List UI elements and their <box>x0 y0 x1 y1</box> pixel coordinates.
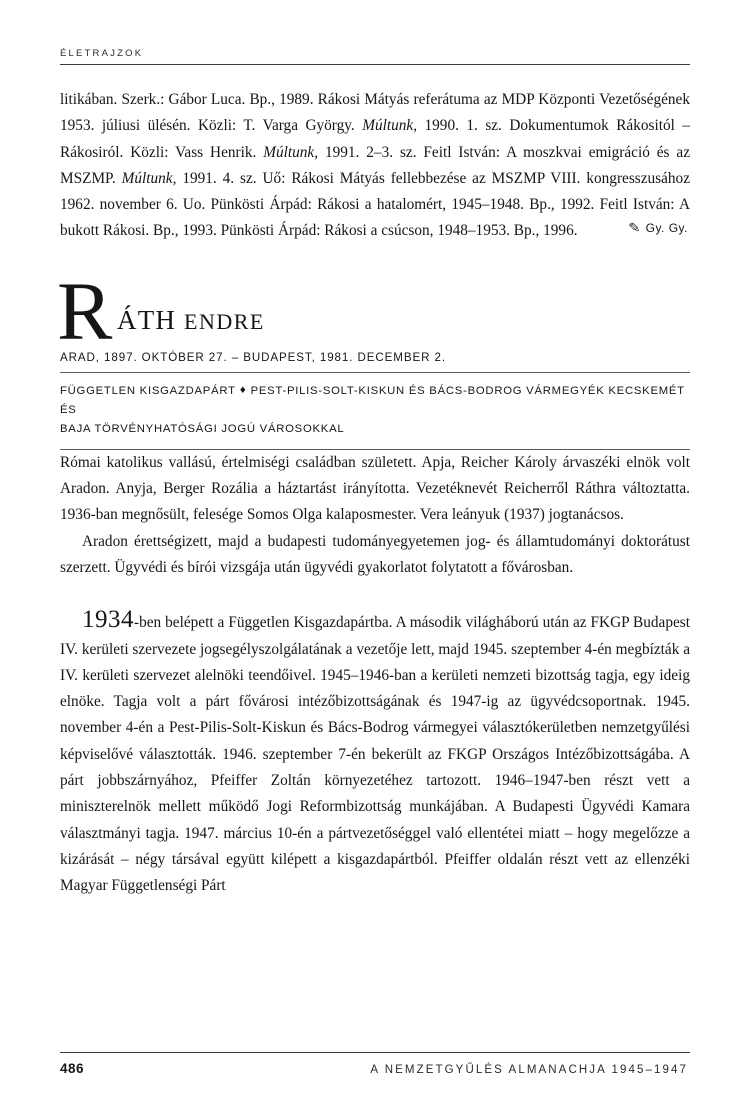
entry-surname-rest: ÁTH <box>117 304 177 335</box>
header-rule <box>60 64 690 65</box>
entry-dates: ARAD, 1897. OKTÓBER 27. – BUDAPEST, 1981. DECEMBER 2. <box>60 351 690 373</box>
entry-constituency-1: PEST-PILIS-SOLT-KISKUN ÉS BÁCS-BODROG VÁRMEGYÉK KECSKEMÉT ÉS <box>60 384 685 416</box>
entry-paragraph-1: Római katolikus vallású, értelmiségi családban született. Apja, Reicher Károly árvaszéki elnök volt Aradon. Anyja, Berger Rozália a háztartást irányította. Vezetéknevét Reicherről Ráthra változtatta. 1936-ban megnősült, felesége Somos Olga kalaposmester. Vera leányuk (1937) jogtanácsos. <box>60 453 690 524</box>
biography-entry <box>57 264 690 900</box>
page-footer <box>60 1052 690 1076</box>
source-signature: Gy. Gy. <box>645 220 688 235</box>
entry-given-name: ENDRE <box>184 308 265 334</box>
book-title: A NEMZETGYŰLÉS ALMANACHJA 1945–1947 <box>370 1064 688 1076</box>
source-block <box>60 87 690 240</box>
diamond-icon: ♦ <box>238 385 248 396</box>
pen-nib-icon: ✎ <box>627 220 641 236</box>
entry-party-name: FÜGGETLEN KISGAZDAPÁRT <box>60 384 236 397</box>
footer-rule <box>60 1052 690 1053</box>
entry-paragraph-2: Aradon érettségizett, majd a budapesti tudományegyetemen jog- és államtudományi doktorátust szerzett. Ügyvédi és bírói vizsgája után ügyvédi gyakorlatot folytatott a fővárosban. <box>60 532 690 576</box>
running-head: ÉLETRAJZOK <box>60 48 144 59</box>
entry-paragraph-3 <box>60 607 690 899</box>
entry-name-rest <box>117 305 265 336</box>
page-number: 486 <box>60 1061 85 1076</box>
source-paragraph: litikában. Szerk.: Gábor Luca. Bp., 1989. Rákosi Mátyás referátuma az MDP Központi Vezetőségének 1953. júliusi ülésén. Közli: T. Varga György. Múltunk, 1990. 1. sz. Dokumentumok Rákositól – Rákosiról. Közli: Vass Henrik. Múltunk, 1991. 2–3. sz. Feitl István: A moszkvai emigráció és az MSZMP. Múltunk, 1991. 4. sz. Uő: Rákosi Mátyás fellebbezése az MSZMP VIII. kongresszusához 1962. november 6. Uo. Pünkösti Árpád: Rákosi a hatalomért, 1945–1948. Bp., 1992. Feitl István: A bukott Rákosi. Bp., 1993. Pünkösti Árpád: Rákosi a csúcson, 1948–1953. Bp., 1996. <box>60 91 690 240</box>
entry-party <box>60 382 690 450</box>
entry-year-number: 1934 <box>82 606 134 634</box>
entry-paragraph-3-text: -ben belépett a Független Kisgazdapártba. A második világháború után az FKGP Budapest IV. kerületi szervezete jogsegélyszolgálatának a vezetője lett, majd 1945. szeptember 4-én megbízták a IV. kerületi szervezet alelnöki teendőivel. 1945–1946-ban a kerületi nemzeti bizottság tagja, egy ideig elnöke. Tagja volt a párt fővárosi intézőbizottságának és 1947-ig az ügyvédcsoportnak. 1945. november 4-én a Pest-Pilis-Solt-Kiskun és Bács-Bodrog vármegyei választókerületben nemzetgyűlési képviselővé választották. 1946. szeptember 7-én bekerült az FKGP Országos Intézőbizottságába. A párt jobbszárnyához, Pfeiffer Zoltán környezetéhez tartozott. 1946–1947-ben részt vett a miniszterelnök mellett működő Jogi Reformbizottság munkájában. A Budapesti Ügyvédi Kamara választmányi tagja. 1947. március 10-én a pártvezetőséggel való ellentétei miatt – hogy megelőzze a kizárását – négy társával együtt kilépett a kisgazdapártból. Pfeiffer oldalán részt vett az ellenzéki Magyar Függetlenségi Párt <box>60 614 690 895</box>
entry-dropcap: R <box>57 264 112 357</box>
entry-constituency-2: BAJA TÖRVÉNYHATÓSÁGI JOGÚ VÁROSOKKAL <box>60 422 345 435</box>
